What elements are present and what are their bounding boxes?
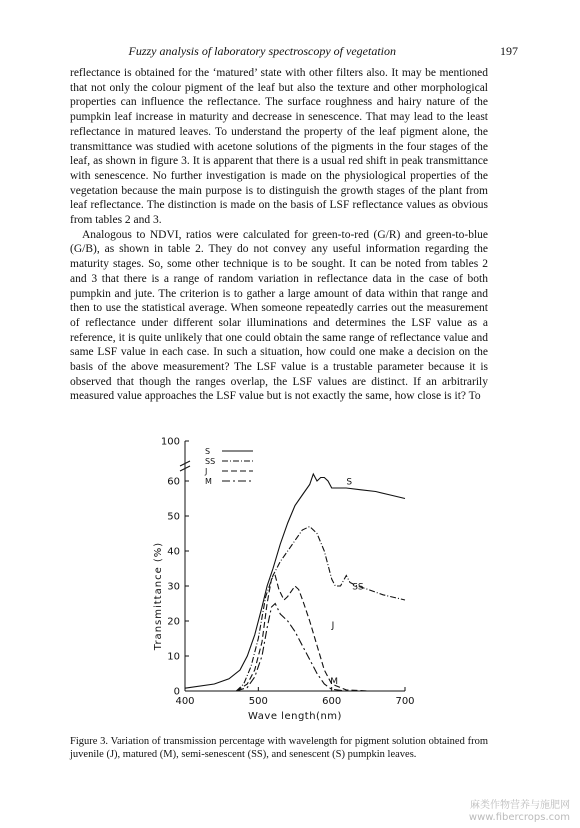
y-tick-label: 50 — [167, 511, 180, 523]
series-line-s — [185, 474, 405, 688]
series-label-s: S — [346, 477, 353, 488]
x-axis-label: Wave length(nm) — [248, 711, 342, 722]
y-tick-label: 60 — [167, 476, 180, 488]
y-tick-label: 30 — [167, 581, 180, 593]
paragraph-1: reflectance is obtained for the ‘matured’ state with other filters also. It may be mentioned that not only the colour pigment of the leaf but also the texture and other morphological properties can influence the reflectance. The surface roughness and hairy nature of the pumpkin leaf increase in maturity and decrease in senescence. That may lead to the least reflectance in matured leaves. To understand the property of the leaf pigment alone, the transmittance was studied with acetone solutions of the pigments in the four stages of the leaf, as shown in figure 3. It is apparent that there is a usual red shift in peak transmittance with senescence. No further investigation is made on the physiological properties of the vegetation because the main purpose is to distinguish the growth stages of the plant from leaf reflectance. The distinction is made on the basis of LSF reflectance values as obvious from tables 2 and 3. — [70, 67, 488, 227]
series-label-m: M — [330, 677, 338, 687]
y-tick-label: 10 — [167, 651, 180, 663]
legend-label-s: S — [205, 447, 211, 456]
y-tick-label: 20 — [167, 616, 180, 628]
y-tick-label: 100 — [160, 436, 180, 448]
x-tick-label: 600 — [322, 696, 342, 707]
y-tick-label: 0 — [173, 686, 180, 698]
legend-label-j: J — [205, 467, 208, 476]
x-tick-label: 500 — [248, 696, 268, 707]
figure-caption: Figure 3. Variation of transmission percentage with wavelength for pigment solution obtained from juvenile (J), matured (M), semi-senescent (SS), and senescent (S) pumpkin leaves. — [70, 736, 488, 760]
paragraph-2: Analogous to NDVI, ratios were calculated for green-to-red (G/R) and green-to-blue (G/B), as shown in table 2. They do not convey any useful information regarding the maturity stages. So, some other technique is to be sought. It can be noted from tables 2 and 3 that there is a range of random variation in reflectance data in the case of both pumpkin and jute. The criterion is to gather a large amount of data within that range and then to use the statistical average. When someone repeatedly carries out the measurement of reflectance under different solar illuminations and determines the LSF value as a reference, it is quite unlikely that one could obtain the same range of reflectance value and same LSF value in each case. In such a situation, how could one make a decision on the basis of the above measurement? The LSF value is a trustable parameter because it is observed that though the ranges overlap, the LSF values are distinct. If an arbitrarily measured value approaches the LSF value but is not exactly the same, how close is it? To — [70, 228, 488, 403]
watermark-line-2: www.fibercrops.com — [468, 812, 570, 823]
page-number: 197 — [500, 44, 518, 58]
x-tick-label: 400 — [175, 696, 195, 707]
y-axis-label: Transmittance (%) — [153, 541, 164, 651]
transmittance-chart — [150, 436, 420, 728]
y-tick-label: 40 — [167, 546, 180, 558]
figure-3 — [150, 436, 420, 728]
x-tick-label: 700 — [395, 696, 415, 707]
watermark — [469, 800, 570, 824]
series-label-j: J — [331, 621, 335, 631]
running-title: Fuzzy analysis of laboratory spectroscopy of vegetation — [128, 44, 396, 58]
body-text — [70, 66, 488, 404]
series-label-ss: SS — [352, 582, 364, 593]
legend-label-m: M — [205, 477, 212, 486]
legend-label-ss: SS — [205, 457, 216, 466]
watermark-line-1: 麻类作物营养与施肥网 — [470, 800, 570, 811]
